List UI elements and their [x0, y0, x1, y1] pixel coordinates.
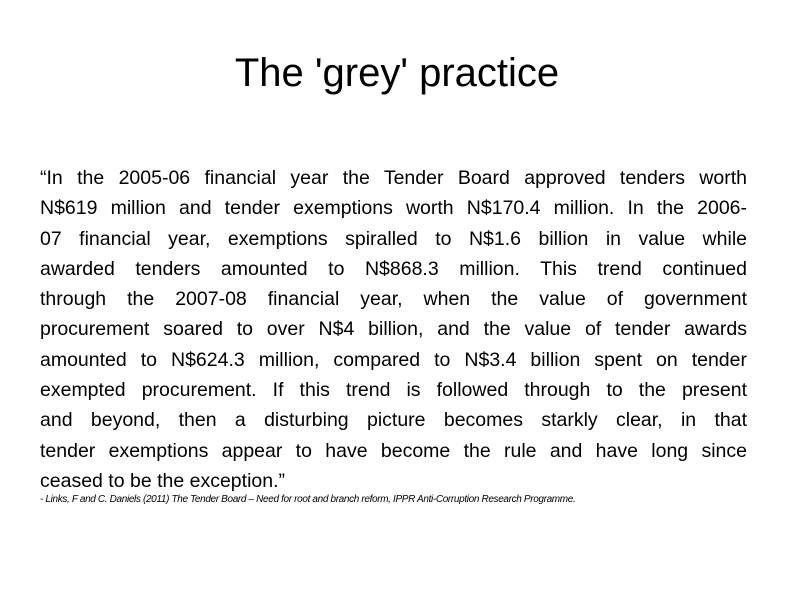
- quote-line: exempted procurement. If this trend is followed through to the present: [40, 379, 747, 402]
- quote-line: ceased to be the exception.”: [40, 469, 285, 492]
- quote-line: procurement soared to over N$4 billion, and the value of tender awards: [40, 318, 747, 341]
- slide-title: The 'grey' practice: [234, 51, 560, 95]
- quote-line: through the 2007-08 financial year, when the value of government: [40, 288, 747, 311]
- quote-line: tender exemptions appear to have become the rule and have long since: [40, 439, 747, 462]
- quote-line: amounted to N$624.3 million, compared to N$3.4 billion spent on tender: [40, 348, 747, 371]
- quote-block: [40, 163, 747, 496]
- quote-line: “In the 2005-06 financial year the Tender Board approved tenders worth: [40, 167, 747, 189]
- quote-line: and beyond, then a disturbing picture becomes starkly clear, in that: [40, 409, 747, 432]
- citation: - Links, F and C. Daniels (2011) The Tender Board – Need for root and branch reform, IPPR Anti-Corruption Research Programme.: [40, 494, 576, 505]
- quote-line: awarded tenders amounted to N$868.3 million. This trend continued: [40, 257, 747, 280]
- quote-line: N$619 million and tender exemptions worth N$170.4 million. In the 2006-: [40, 197, 747, 220]
- quote-line: 07 financial year, exemptions spiralled to N$1.6 billion in value while: [40, 227, 747, 250]
